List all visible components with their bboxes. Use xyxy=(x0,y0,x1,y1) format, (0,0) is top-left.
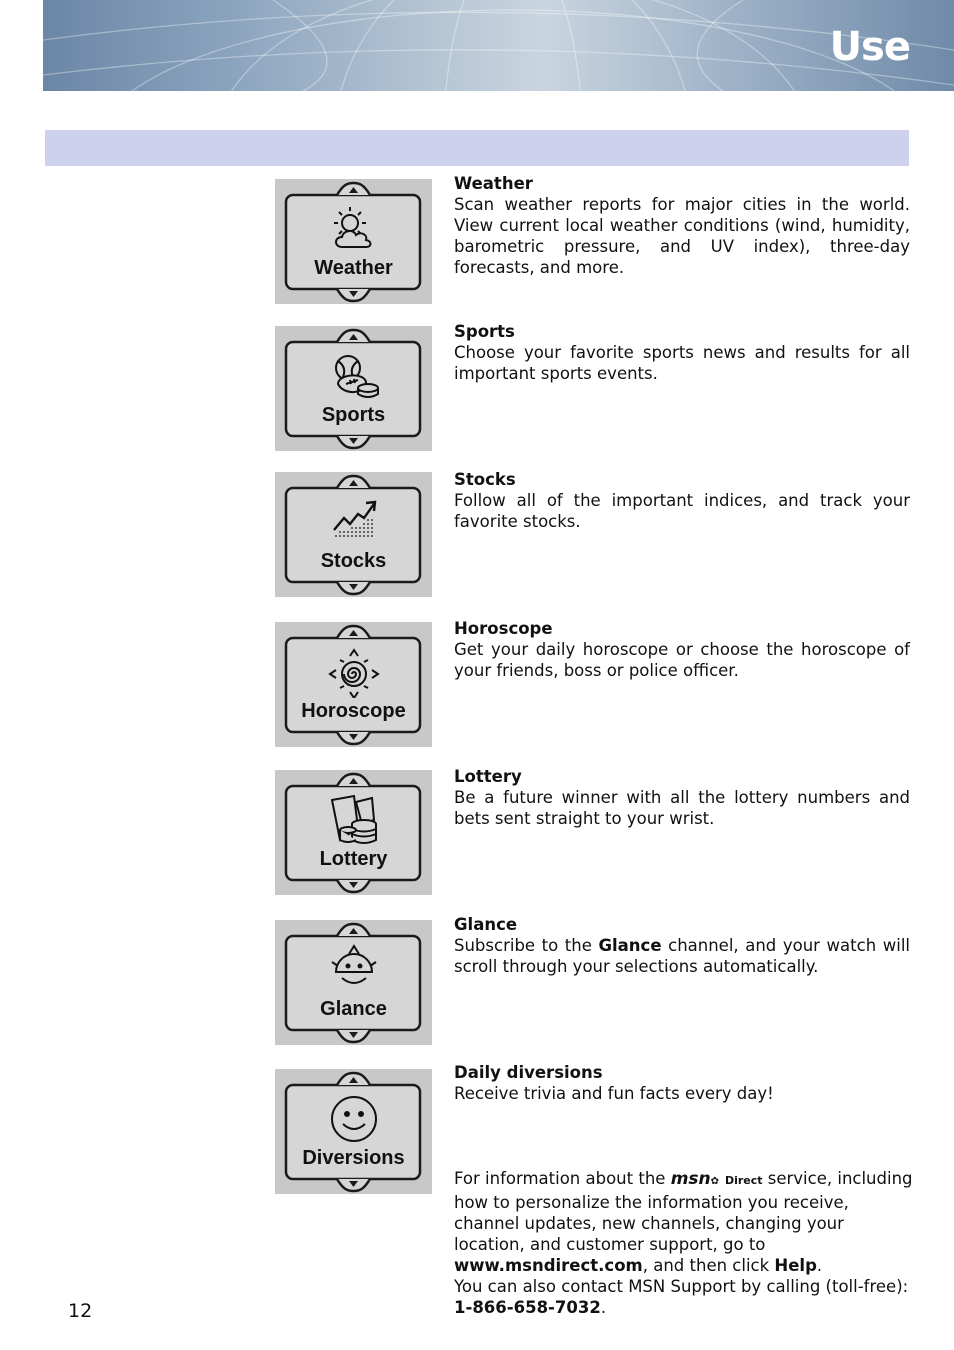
help-label: Help xyxy=(774,1256,817,1275)
entry-heading: Daily diversions xyxy=(454,1063,603,1082)
tile-label: Glance xyxy=(320,998,387,1020)
entry-heading: Weather xyxy=(454,174,533,193)
entry-diversions xyxy=(454,1062,910,1104)
info-line-2: You can also contact MSN Support by calling (toll-free): xyxy=(454,1277,909,1296)
tile-label: Diversions xyxy=(302,1147,405,1169)
entry-text: Follow all of the important indices, and track your favorite stocks. xyxy=(454,491,910,531)
support-phone: 1-866-658-7032 xyxy=(454,1298,601,1317)
page-number: 12 xyxy=(68,1300,93,1322)
diversions-icon xyxy=(328,1093,380,1145)
entry-heading: Lottery xyxy=(454,767,522,786)
tile-label: Horoscope xyxy=(301,700,406,722)
entry-glance xyxy=(454,914,910,977)
info-text-3: . xyxy=(816,1256,823,1275)
entry-heading: Horoscope xyxy=(454,619,553,638)
msn-logo-text: msn xyxy=(670,1169,711,1189)
info-text-1: service, including how to personalize the information you receive, channel updates, new channels, changing your location, and customer support, go to xyxy=(454,1169,913,1254)
entry-text-after: channel, and your watch will scroll through your selections automatically. xyxy=(454,936,910,976)
butterfly-icon: ✿ xyxy=(710,1176,720,1187)
tile-label: Lottery xyxy=(319,848,388,870)
tile-stocks xyxy=(275,472,432,597)
page-header xyxy=(43,0,954,91)
entry-heading: Glance xyxy=(454,915,518,934)
glance-icon xyxy=(328,944,380,996)
entry-horoscope xyxy=(454,618,910,681)
globe-graphic xyxy=(43,0,954,91)
entry-text-before: Subscribe to the xyxy=(454,936,599,955)
info-text-2: , and then click xyxy=(642,1256,775,1275)
horoscope-icon xyxy=(328,646,380,698)
tile-sports xyxy=(275,326,432,451)
weather-icon xyxy=(328,203,380,255)
entry-text: Receive trivia and fun facts every day! xyxy=(454,1084,774,1103)
entry-stocks xyxy=(454,469,910,532)
tile-label: Stocks xyxy=(320,550,387,572)
entry-weather xyxy=(454,173,910,278)
sports-icon xyxy=(328,350,380,402)
entry-heading: Stocks xyxy=(454,470,516,489)
stocks-icon xyxy=(328,496,380,548)
entry-text: Be a future winner with all the lottery numbers and bets sent straight to your wrist. xyxy=(454,788,910,828)
phone-end: . xyxy=(600,1298,607,1317)
entry-text xyxy=(454,935,910,977)
info-prefix: For information about the xyxy=(454,1169,671,1188)
tile-label: Sports xyxy=(321,404,386,426)
entry-sports xyxy=(454,321,910,384)
entry-text: Scan weather reports for major cities in the world. View current local weather conditions (wind, humidity, barometric pressure, and UV index), three-day forecasts, and more. xyxy=(454,195,910,277)
info-block xyxy=(454,1168,914,1318)
msndirect-link[interactable]: www.msndirect.com xyxy=(454,1256,643,1275)
tile-label: Weather xyxy=(314,257,393,279)
msn-direct-logo xyxy=(671,1169,763,1189)
page-title: Use xyxy=(829,24,910,70)
section-band xyxy=(45,130,909,166)
tile-glance xyxy=(275,920,432,1045)
entry-lottery xyxy=(454,766,910,829)
tile-horoscope xyxy=(275,622,432,747)
entry-text: Choose your favorite sports news and results for all important sports events. xyxy=(454,343,910,383)
entry-text-bold: Glance xyxy=(598,936,662,955)
tile-lottery xyxy=(275,770,432,895)
entry-text: Get your daily horoscope or choose the horoscope of your friends, boss or police officer. xyxy=(454,640,910,680)
tile-weather xyxy=(275,179,432,304)
direct-logo-text: Direct xyxy=(724,1174,763,1187)
tile-diversions xyxy=(275,1069,432,1194)
entry-heading: Sports xyxy=(454,322,515,341)
lottery-icon xyxy=(328,794,380,846)
